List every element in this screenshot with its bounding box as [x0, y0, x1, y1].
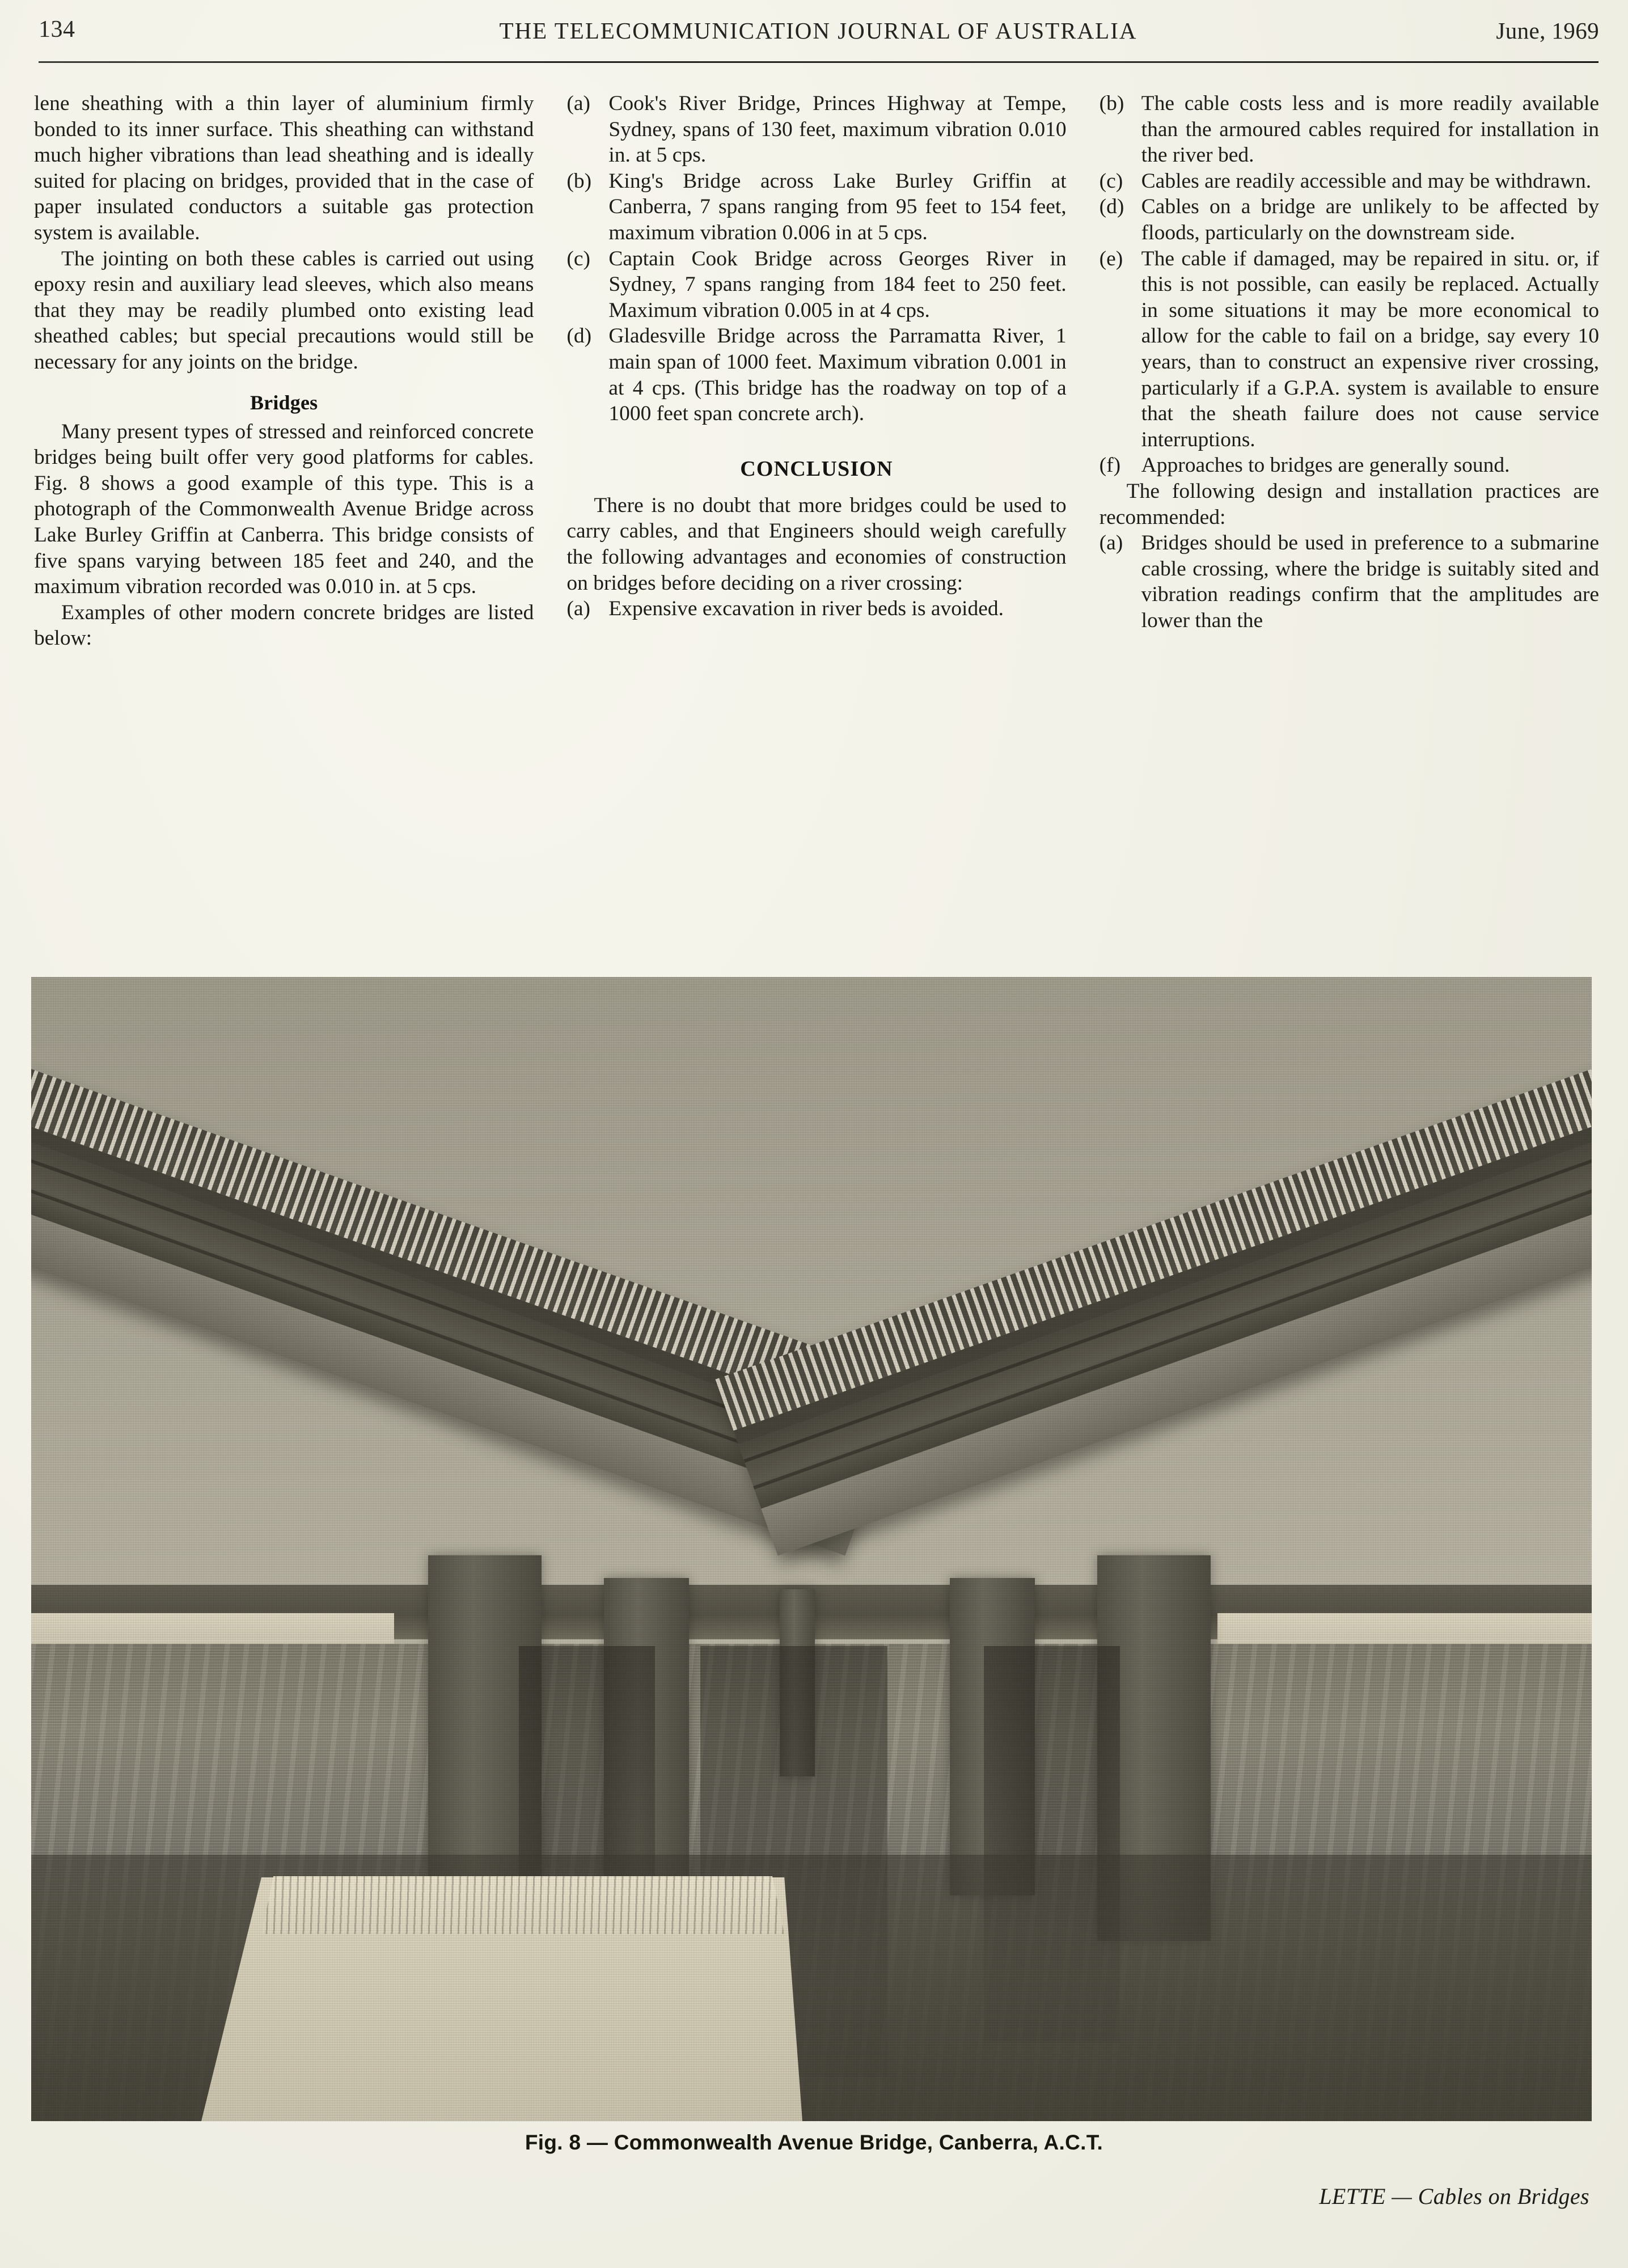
section-heading-conclusion: CONCLUSION: [740, 456, 893, 481]
column-1: [34, 91, 534, 953]
list-text: Bridges should be used in preference to a submarine cable crossing, where the bridge is suitably sited and vibration readings confirm that the amplitudes are lower than the: [1141, 531, 1599, 632]
photo-apron-texture: [201, 1876, 802, 1934]
list-marker: (e): [1099, 247, 1123, 270]
list-text: The cable if damaged, may be repaired in situ. or, if this is not possible, can easily be replaced. Actually in some situations it may be more economical to allow for the cable to fail on a bridge, say every 10 years, than to construct an expensive river crossing, particularly if a G.P.A. system is available to ensure that the sheath failure does not cause service interruptions.: [1141, 247, 1599, 451]
list-marker: (d): [566, 324, 592, 348]
list-text: Cook's River Bridge, Princes Highway at Tempe, Sydney, spans of 130 feet, maximum vibration 0.010 in. at 5 cps.: [608, 92, 1067, 167]
page-header: [34, 10, 1602, 56]
list-item: [566, 168, 1066, 246]
list-marker: (b): [566, 169, 592, 193]
page-number: 134: [39, 16, 75, 43]
journal-title: THE TELECOMMUNICATION JOURNAL OF AUSTRALIA: [499, 18, 1138, 44]
paragraph: Examples of other modern concrete bridges are listed below:: [34, 600, 534, 650]
list-text: Approaches to bridges are generally sound.: [1141, 454, 1510, 477]
list-item: [1100, 246, 1599, 453]
article-body: [34, 91, 1599, 953]
list-marker: (c): [1099, 169, 1123, 193]
paragraph: The jointing on both these cables is carried out using epoxy resin and auxiliary lead sleeves, which also means that they may be readily plumbed onto existing lead sheathed cables; but special precautions would still be necessary for any joints on the bridge.: [34, 247, 534, 374]
list-item: [566, 246, 1066, 324]
column-3: [1100, 91, 1599, 953]
figure-photograph: [31, 977, 1592, 2121]
list-item: [566, 596, 1066, 622]
list-item: [566, 323, 1066, 426]
list-text: The cable costs less and is more readily available than the armoured cables required for installation in the river bed.: [1141, 92, 1599, 167]
list-item: [1100, 452, 1599, 479]
list-text: Gladesville Bridge across the Parramatta River, 1 main span of 1000 feet. Maximum vibration 0.001 in at 4 cps. (This bridge has the roadway on top of a 1000 feet span concrete arch).: [608, 324, 1067, 426]
list-text: Cables on a bridge are unlikely to be affected by floods, particularly on the downstream side.: [1141, 195, 1599, 244]
list-marker: (b): [1099, 92, 1124, 115]
list-marker: (d): [1099, 195, 1124, 219]
list-item: [566, 91, 1066, 168]
list-text: King's Bridge across Lake Burley Griffin at Canberra, 7 spans ranging from 95 feet to 154 feet, maximum vibration 0.006 in at 5 cps.: [608, 169, 1067, 244]
paragraph: lene sheathing with a thin layer of aluminium firmly bonded to its inner surface. This sheathing can withstand much higher vibrations than lead sheathing and is ideally suited for placing on bridges, provided that in the case of paper insulated conductors a suitable gas protection system is available.: [34, 92, 534, 244]
list-text: Cables are readily accessible and may be withdrawn.: [1141, 169, 1592, 193]
paragraph: The following design and installation practices are recommended:: [1099, 479, 1599, 529]
list-item: [1100, 168, 1599, 194]
list-marker: (a): [1099, 531, 1123, 555]
list-marker: (a): [566, 597, 590, 621]
list-text: Captain Cook Bridge across Georges River in Sydney, 7 spans ranging from 184 feet to 250 feet. Maximum vibration 0.005 in at 4 cps.: [608, 247, 1067, 322]
running-footer: LETTE — Cables on Bridges: [1319, 2184, 1589, 2209]
paragraph: Many present types of stressed and reinforced concrete bridges being built offer very good platforms for cables. Fig. 8 shows a good example of this type. This is a photograph of the Commonwealth Avenue Bridge across Lake Burley Griffin at Canberra. This bridge consists of five spans varying between 185 feet and 240, and the maximum vibration recorded was 0.010 in. at 5 cps.: [34, 420, 534, 599]
header-rule: [39, 61, 1599, 63]
issue-date: June, 1969: [1496, 18, 1599, 44]
list-item: [1100, 194, 1599, 246]
photo-beach-left: [31, 1613, 394, 1646]
paragraph: There is no doubt that more bridges could be used to carry cables, and that Engineers should weigh carefully the following advantages and economies of construction on bridges before deciding on a river crossing:: [566, 493, 1067, 595]
photo-beach-right: [1217, 1613, 1592, 1646]
list-marker: (c): [566, 247, 590, 270]
list-item: [1100, 530, 1599, 633]
list-marker: (f): [1099, 454, 1121, 477]
figure-caption: Fig. 8 — Commonwealth Avenue Bridge, Canberra, A.C.T.: [525, 2131, 1103, 2154]
column-2: [566, 91, 1066, 953]
list-marker: (a): [566, 92, 590, 115]
section-heading-bridges: Bridges: [250, 391, 318, 414]
list-text: Expensive excavation in river beds is avoided.: [608, 597, 1004, 621]
list-item: [1100, 91, 1599, 168]
